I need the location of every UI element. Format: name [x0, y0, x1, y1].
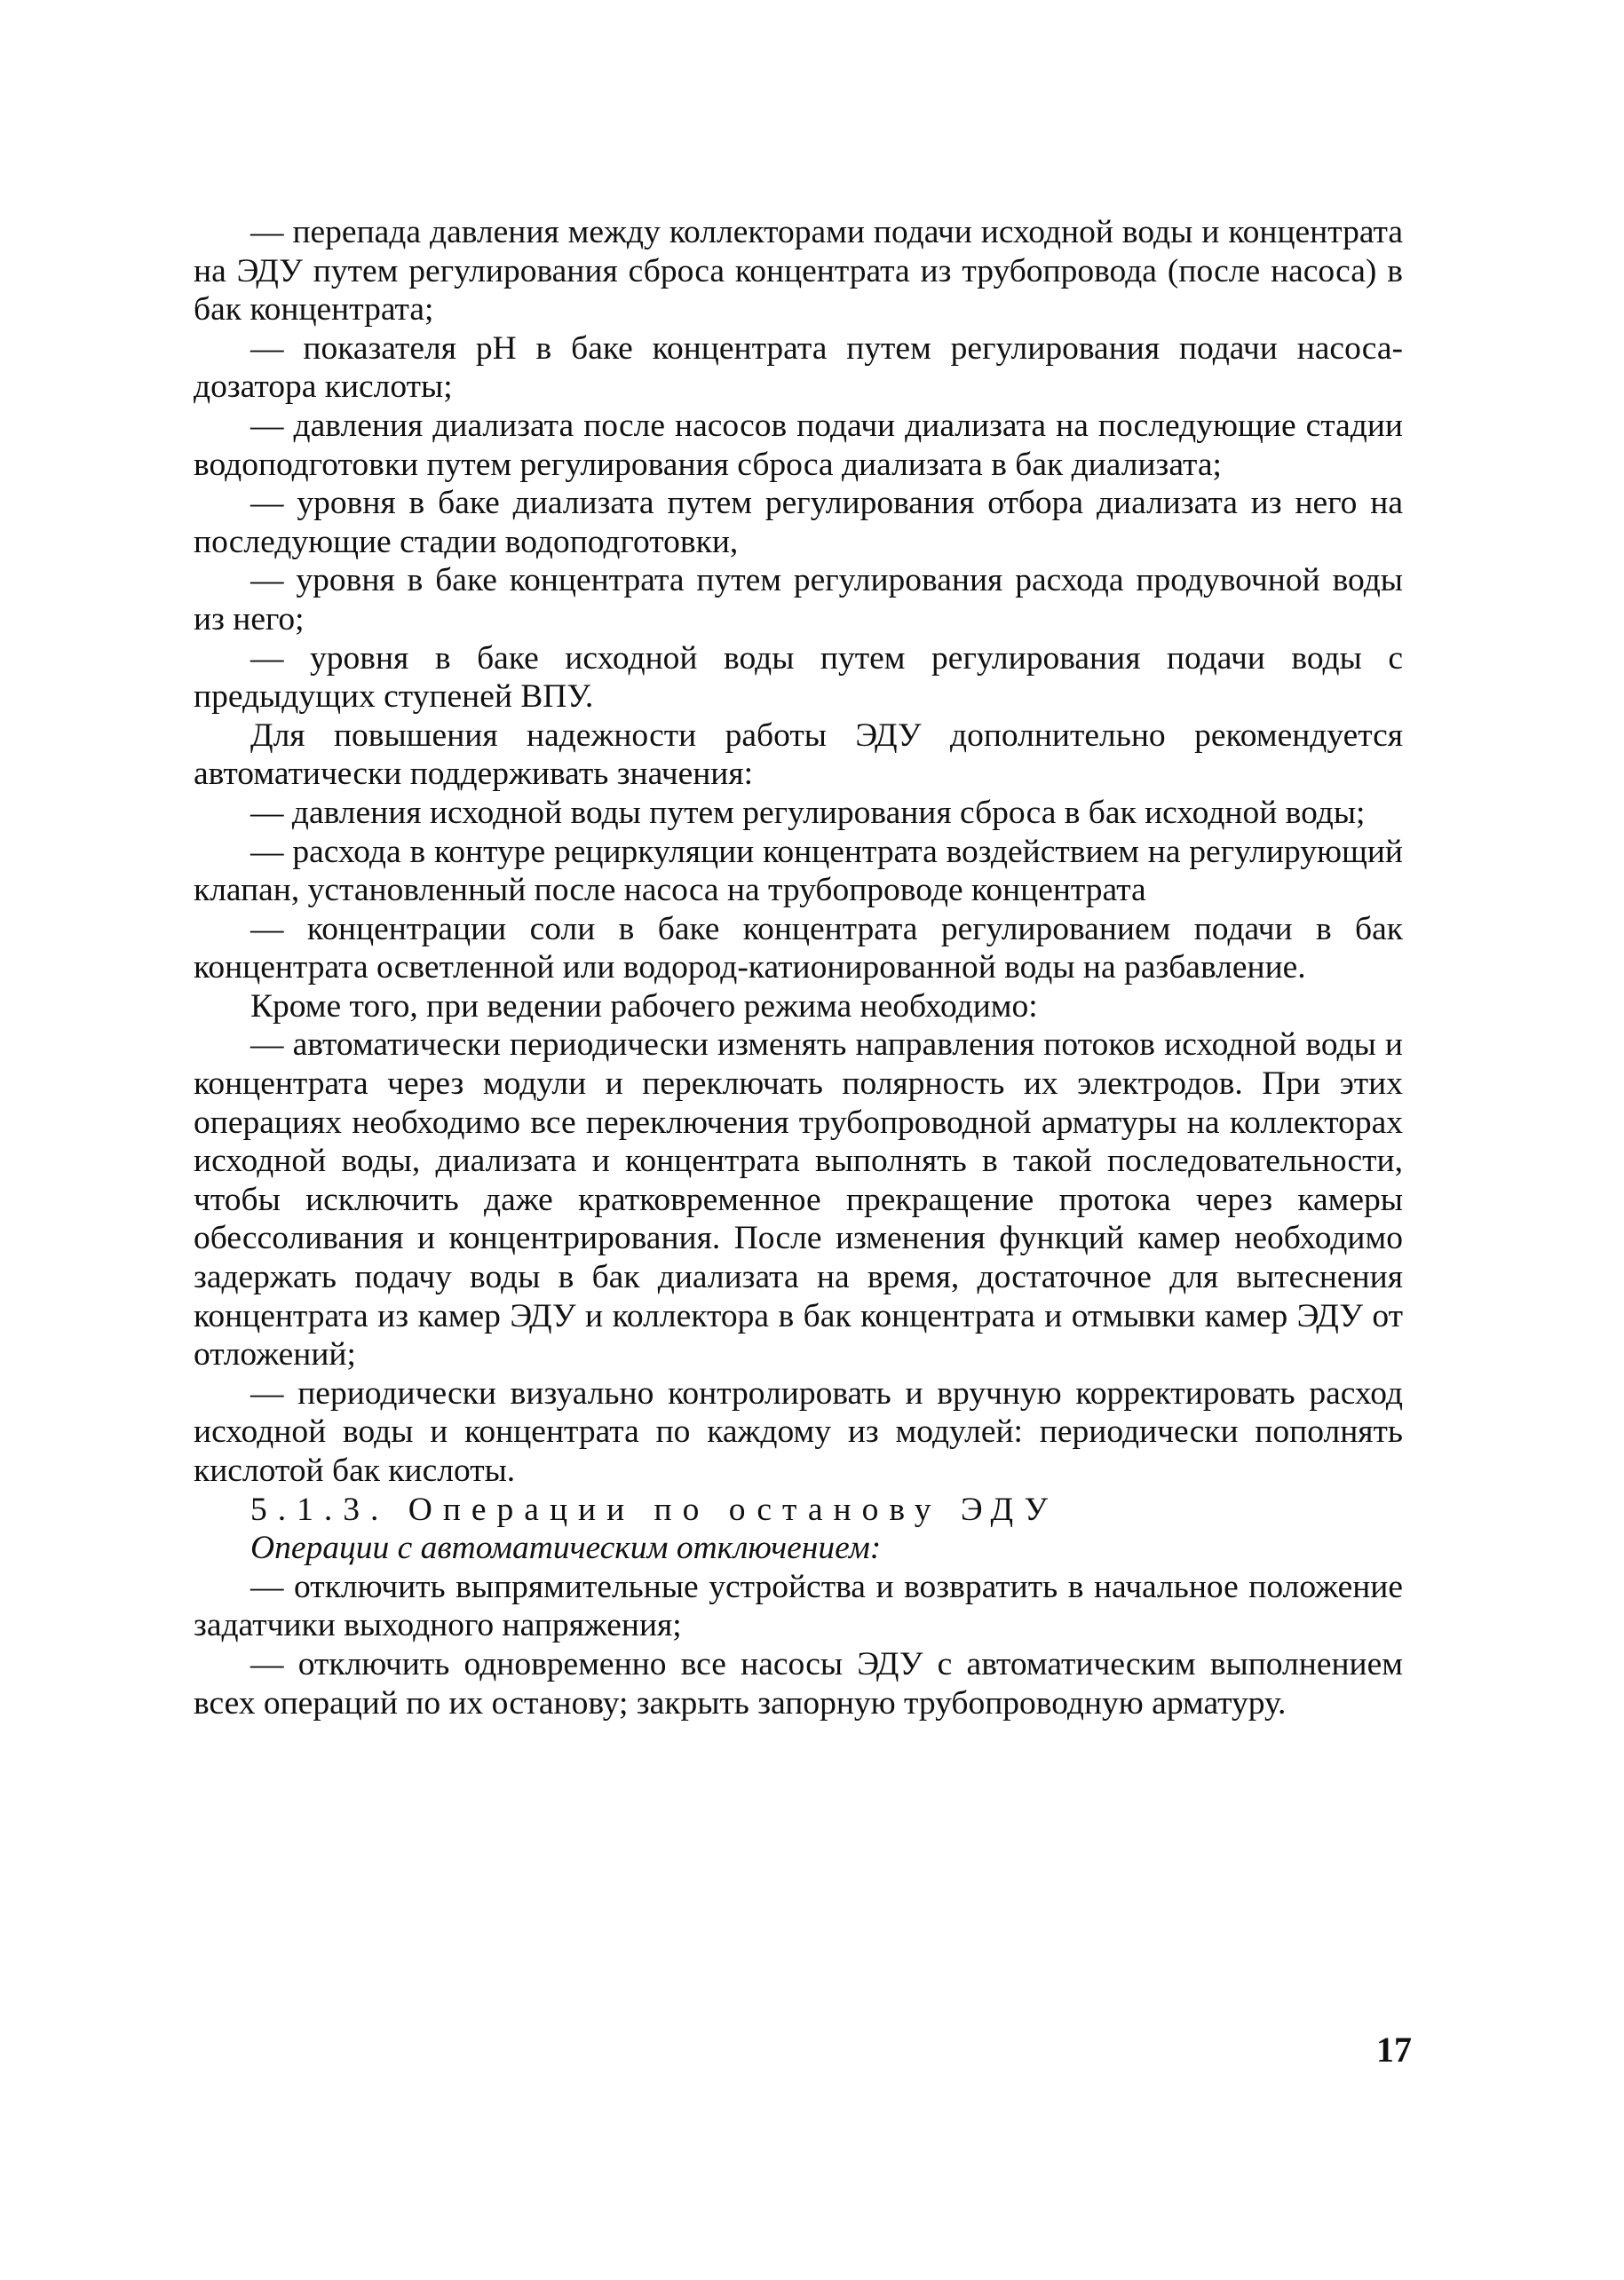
paragraph-11: Кроме того, при ведении рабочего режима необходимо:	[250, 987, 1038, 1025]
closing-paragraph-2: — отключить одновременно все насосы ЭДУ с автоматическим выполнением всех операций по их останову; закрыть запорную трубопроводную арматуру.	[194, 1645, 1403, 1722]
paragraph-2: — показателя pH в баке концентрата путем регулирования подачи насоса-дозатора кислоты;	[194, 329, 1403, 406]
page-number: 17	[1376, 2030, 1412, 2070]
paragraph-5: — уровня в баке концентрата путем регулирования расхода продувочной воды из него;	[194, 562, 1403, 637]
paragraph-12: — автоматически периодически изменять направления потоков исходной воды и концентрата через модули и переключать полярность их электродов. При этих операциях необходимо все переключения трубопроводной арматуры на коллекторах исходной воды, диализата и концентрата выполнять в такой последовательности, чтобы исключить даже кратковременное прекращение протока через камеры обессоливания и концентрирования. После изменения функций камер необходимо задержать подачу воды в бак диализата на время, достаточное для вытеснения концентрата из камер ЭДУ и коллектора в бак концентрата и отмывки камер ЭДУ от отложений;	[194, 1026, 1403, 1374]
subheading: Операции с автоматическим отключением:	[250, 1530, 882, 1567]
paragraph-9: — расхода в контуре рециркуляции концентрата воздействием на регулирующий клапан, установленный после насоса на трубопроводе концентрата	[194, 833, 1403, 909]
paragraph-10: — концентрации соли в баке концентрата регулированием подачи в бак концентрата осветленной или водород-катионированной воды на разбавление.	[194, 910, 1403, 986]
section-title: 5.1.3. Операции по останову ЭДУ	[250, 1491, 1059, 1528]
paragraph-4: — уровня в баке диализата путем регулирования отбора диализата из него на последующие стадии водоподготовки,	[194, 485, 1403, 560]
paragraph-3: — давления диализата после насосов подачи диализата на последующие стадии водоподготовки путем регулирования сброса диализата в бак диализата;	[194, 407, 1403, 483]
paragraph-13: — периодически визуально контролировать и вручную корректировать расход исходной воды и концентрата по каждому из модулей: периодически пополнять кислотой бак кислоты.	[194, 1374, 1403, 1489]
closing-paragraph-1: — отключить выпрямительные устройства и возвратить в начальное положение задатчики выходного напряжения;	[194, 1568, 1403, 1644]
paragraph-1: — перепада давления между коллекторами подачи исходной воды и концентрата на ЭДУ путем регулирования сброса концентрата из трубопровода (после насоса) в бак концентрата;	[194, 214, 1403, 329]
body-text	[194, 213, 1403, 1722]
paragraph-7: Для повышения надежности работы ЭДУ дополнительно рекомендуется автоматически поддерживать значения:	[194, 716, 1403, 793]
paragraph-6: — уровня в баке исходной воды путем регулирования подачи воды с предыдущих ступеней ВПУ.	[194, 639, 1403, 716]
paragraph-8: — давления исходной воды путем регулирования сброса в бак исходной воды;	[250, 794, 1366, 831]
